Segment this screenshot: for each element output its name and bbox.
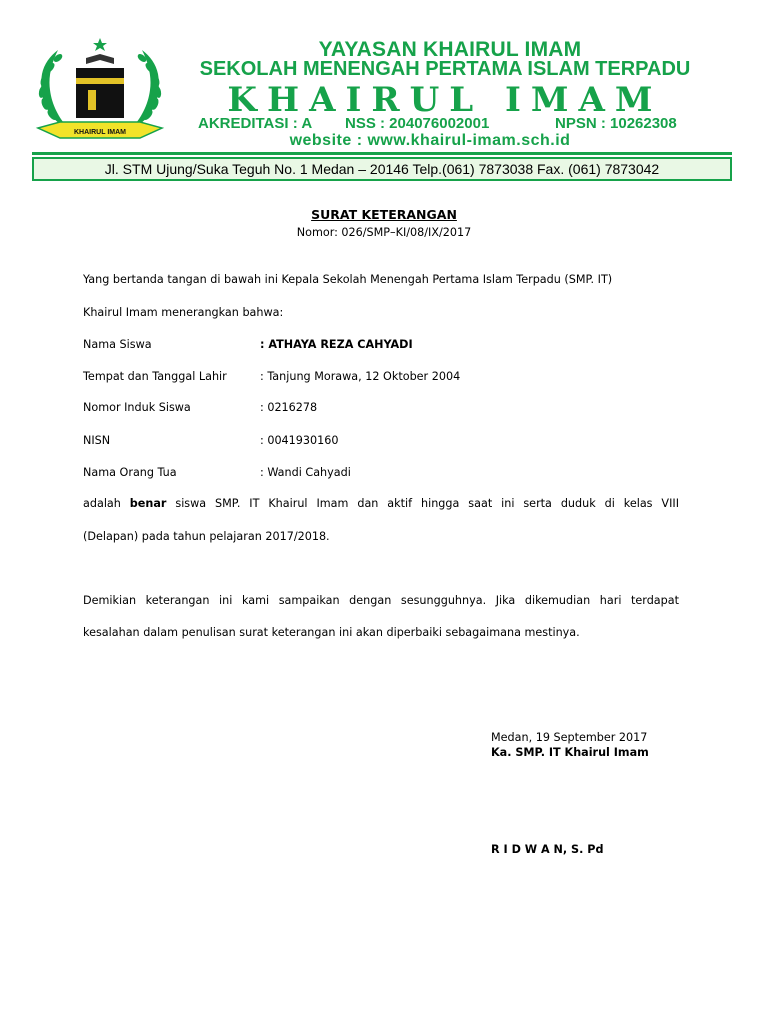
field-label-nis: Nomor Induk Siswa — [83, 401, 191, 414]
closing-line-1: Demikian keterangan ini kami sampaikan dengan sesungguhnya. Jika dikemudian hari terdapat — [83, 594, 679, 607]
letter-number: Nomor: 026/SMP–KI/08/IX/2017 — [296, 226, 472, 239]
field-value-parent: : Wandi Cahyadi — [260, 466, 351, 479]
field-label-nisn: NISN — [83, 434, 111, 447]
status-prefix: adalah — [83, 497, 130, 510]
intro-line-2: Khairul Imam menerangkan bahwa: — [83, 306, 284, 319]
star-icon — [93, 38, 107, 51]
field-label-parent: Nama Orang Tua — [83, 466, 177, 479]
status-line-1 — [83, 497, 679, 510]
field-value-nisn: : 0041930160 — [260, 434, 339, 447]
closing-line-2: kesalahan dalam penulisan surat keterangan ini akan diperbaiki sebagaimana mestinya. — [83, 626, 580, 639]
signature-position: Ka. SMP. IT Khairul Imam — [491, 746, 649, 759]
field-value-birth: : Tanjung Morawa, 12 Oktober 2004 — [260, 370, 461, 383]
header-divider — [32, 152, 732, 155]
intro-line-1: Yang bertanda tangan di bawah ini Kepala Sekolah Menengah Pertama Islam Terpadu (SMP. IT) — [83, 273, 613, 286]
status-rest: siswa SMP. IT Khairul Imam dan aktif hingga saat ini serta duduk di kelas VIII — [166, 497, 679, 510]
school-type: SEKOLAH MENENGAH PERTAMA ISLAM TERPADU — [199, 58, 691, 80]
letter-title: SURAT KETERANGAN — [311, 207, 457, 222]
signatory-name: R I D W A N, S. Pd — [491, 843, 604, 856]
signature-place-date: Medan, 19 September 2017 — [491, 731, 648, 744]
school-logo — [30, 34, 170, 146]
svg-text:KHAIRUL IMAM: KHAIRUL IMAM — [74, 129, 126, 136]
field-label-student-name: Nama Siswa — [83, 338, 152, 351]
school-address: Jl. STM Ujung/Suka Teguh No. 1 Medan – 20146 Telp.(061) 7873038 Fax. (061) 7873042 — [34, 159, 730, 179]
accreditation: AKREDITASI : A — [198, 115, 313, 132]
school-name: KHAIRUL IMAM — [227, 80, 663, 120]
status-line-2: (Delapan) pada tahun pelajaran 2017/2018. — [83, 530, 330, 543]
status-bold: benar — [129, 497, 167, 510]
website-link[interactable]: website : www.khairul-imam.sch.id — [289, 132, 571, 149]
field-value-student-name: : ATHAYA REZA CAHYADI — [260, 338, 413, 351]
foundation-name: YAYASAN KHAIRUL IMAM — [318, 38, 582, 61]
kaaba-icon — [76, 68, 124, 118]
nss-number: NSS : 204076002001 — [345, 115, 490, 132]
field-label-birth: Tempat dan Tanggal Lahir — [83, 370, 227, 383]
field-value-nis: : 0216278 — [260, 401, 318, 414]
npsn-number: NPSN : 10262308 — [555, 115, 677, 132]
book-icon — [86, 54, 114, 64]
